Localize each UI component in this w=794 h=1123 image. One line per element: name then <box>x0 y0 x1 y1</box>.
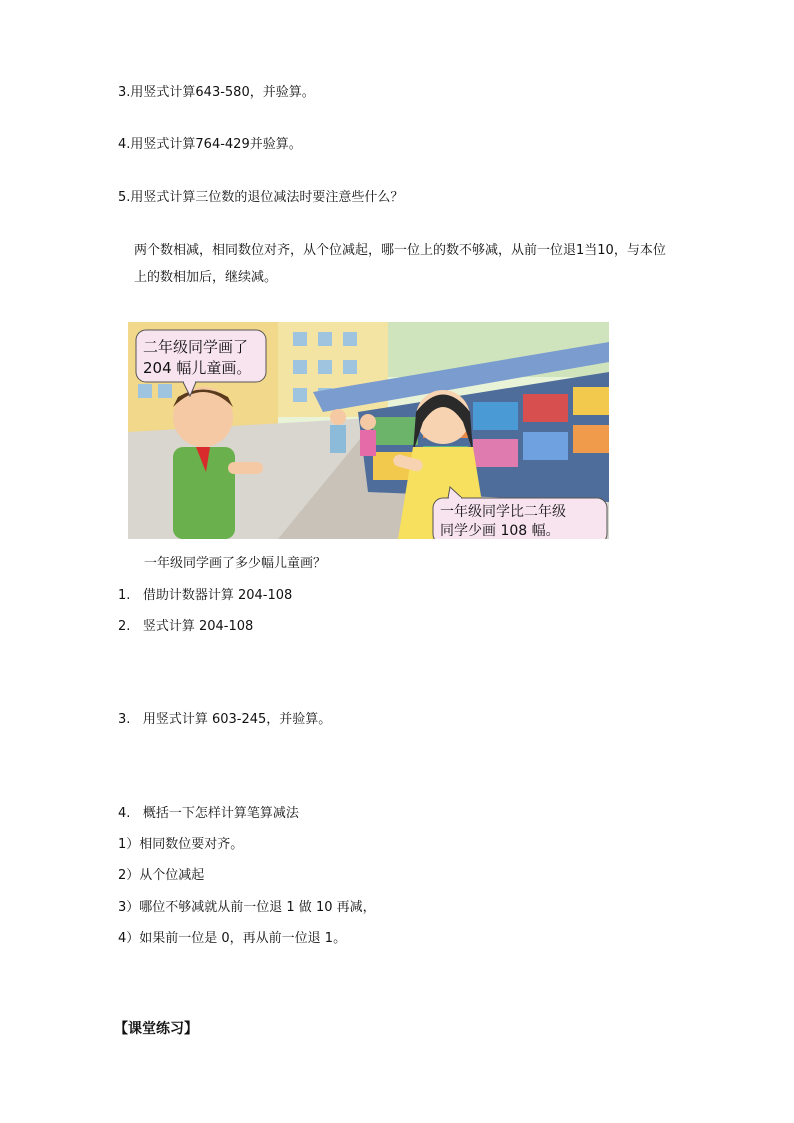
step-4 <box>118 806 299 822</box>
step-2 <box>118 619 253 635</box>
summary-item-3: 3）哪位不够减就从前一位退 1 做 10 再减， <box>118 900 376 915</box>
step-text: 借助计数器计算 204-108 <box>142 588 293 603</box>
bubble-left-line-2: 204 幅儿童画。 <box>143 359 252 377</box>
summary-item-2: 2）从个位减起 <box>118 868 205 883</box>
step-1 <box>118 588 292 604</box>
answer-line-1: 两个数相减，相同数位对齐，从个位减起，哪一位上的数不够减，从前一位退1当10，与本位 <box>134 243 666 258</box>
step-text: 概括一下怎样计算笔算减法 <box>142 806 299 821</box>
step-number: 2. <box>118 619 131 634</box>
textbook-illustration <box>128 322 609 539</box>
step-number: 1. <box>118 588 131 603</box>
step-3 <box>118 712 331 728</box>
answer-line-2: 上的数相加后，继续减。 <box>134 270 278 285</box>
summary-item-4: 4）如果前一位是 0，再从前一位退 1。 <box>118 931 347 946</box>
bubble-left-line-1: 二年级同学画了 <box>143 338 249 356</box>
bubble-right-line-2: 同学少画 108 幅。 <box>440 523 560 539</box>
summary-item-1: 1）相同数位要对齐。 <box>118 837 244 852</box>
bubble-right-line-1: 一年级同学比二年级 <box>440 504 566 520</box>
step-text: 竖式计算 204-108 <box>142 619 254 634</box>
step-text: 用竖式计算 603-245，并验算。 <box>142 712 332 727</box>
question-text: 一年级同学画了多少幅儿童画？ <box>144 556 327 571</box>
question-4: 4.用竖式计算764-429并验算。 <box>118 137 302 152</box>
section-title: 【课堂练习】 <box>114 1021 198 1037</box>
question-3: 3.用竖式计算643-580，并验算。 <box>118 85 315 100</box>
step-number: 3. <box>118 712 131 727</box>
step-number: 4. <box>118 806 131 821</box>
question-5: 5.用竖式计算三位数的退位减法时要注意些什么？ <box>118 190 404 205</box>
